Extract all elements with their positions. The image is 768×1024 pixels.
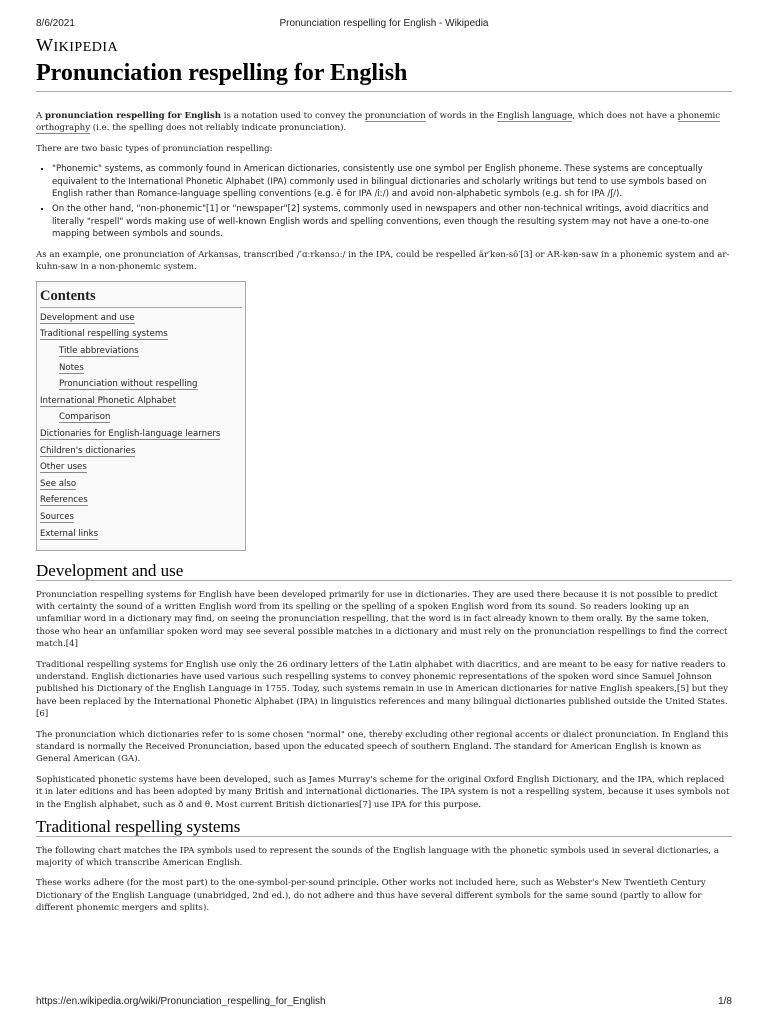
toc-item-label: Children's dictionaries [40, 445, 136, 456]
page-url: https://en.wikipedia.org/wiki/Pronunciation_respelling_for_English [36, 996, 326, 1007]
intro-paragraph-1 [36, 110, 732, 135]
toc-item-label: External links [40, 528, 99, 539]
section-paragraph: Pronunciation respelling systems for English have been developed primarily for use in dictionaries. They are used there because it is not possible to predict with certainty the sound of a written English word from its spelling or the spelling of a spoken English word from its sound. So readers looking up an unfamiliar word in a dictionary may find, on seeing the pronunciation respelling, that the word is in fact already known to them orally. By the same token, those who hear an unfamiliar spoken word may see several possible matches in a dictionary and must rely on the pronunciation respellings to find the correct match.[4] [36, 589, 728, 650]
section-paragraph: The following chart matches the IPA symbols used to represent the sounds of the English language with the phonetic symbols used in several dictionaries, a majority of which transcribe American English. [36, 845, 719, 868]
text-segment: (i.e. the spelling does not reliably indicate pronunciation). [90, 123, 347, 134]
toc-item[interactable] [40, 528, 242, 540]
section-paragraph: These works adhere (for the most part) to the one-symbol-per-sound principle. Other works not included here, such as Webster's New Twentieth Century Dictionary of the English Language (unabridged, 2nd ed.), do not adhere and thus have several different symbols for the same sound (partly to allow for different phonemic mergers and splits). [36, 878, 706, 914]
toc-list [40, 312, 242, 540]
text-segment: A [36, 111, 45, 121]
article-sections [36, 561, 732, 914]
intro-paragraph-2: There are two basic types of pronunciation respelling: [36, 143, 273, 154]
toc-item[interactable] [40, 328, 242, 340]
wikipedia-wordmark[interactable] [36, 35, 118, 56]
print-date: 8/6/2021 [36, 18, 75, 29]
toc-item-label: International Phonetic Alphabet [40, 395, 176, 406]
wordmark-rest: IKIPEDIA [53, 40, 119, 55]
toc-item-label: References [40, 495, 88, 506]
article-body [36, 110, 732, 923]
toc-item-label: Sources [40, 512, 74, 522]
table-of-contents [36, 281, 246, 551]
text-segment: of words in the [425, 111, 497, 121]
example-paragraph: As an example, one pronunciation of Arkansas, transcribed /ˈɑːrkənsɔː/ in the IPA, could be respelled är′kən-sô′[3] or AR-kən-saw in a phonemic system and ar-kuhn-saw in a non-phonemic system. [36, 249, 730, 273]
toc-item-label: Development and use [40, 312, 135, 323]
toc-item[interactable] [40, 478, 242, 490]
link-phonemic-orthography[interactable]: phonemic orthography [36, 111, 721, 134]
print-page-title: Pronunciation respelling for English - Wikipedia [279, 18, 489, 29]
toc-item[interactable] [59, 362, 242, 374]
toc-item-label: Pronunciation without respelling [59, 379, 198, 390]
toc-item[interactable] [59, 378, 242, 390]
toc-item[interactable] [59, 345, 242, 357]
toc-item[interactable] [40, 395, 242, 407]
bold-term: pronunciation respelling for English [44, 111, 221, 121]
section-paragraph: The pronunciation which dictionaries refer to is some chosen "normal" one, thereby excluding other regional accents or dialect pronunciation. In England this standard is normally the Received Pronunciation, based upon the educated speech of southern England. The standard for American English is known as General American (GA). [36, 729, 729, 765]
toc-item-label: Comparison [59, 412, 111, 423]
section-paragraph: Traditional respelling systems for English use only the 26 ordinary letters of the Latin alphabet with diacritics, and are meant to be easy for native readers to understand. English dictionaries have used various such respelling systems to convey phonemic representations of the spoken word since Samuel Johnson published his Dictionary of the English Language in 1755. Today, such systems remain in use in American dictionaries for native English speakers,[5] but they have been replaced by the International Phonetic Alphabet (IPA) in linguistics references and many bilingual dictionaries published outside the United States.[6] [36, 659, 728, 720]
toc-item[interactable] [40, 312, 242, 324]
list-item: ▪ On the other hand, "non-phonemic"[1] or "newspaper"[2] systems, commonly used in newspapers and other non-technical writings, avoid diacritics and literally "respell" words making use of well-known English words and spelling conventions, even though the resulting system may not have a one-to-one mapping between symbols and sounds. [52, 203, 732, 240]
toc-item-label: Traditional respelling systems [40, 329, 168, 340]
link-english-language[interactable]: English language [496, 111, 573, 121]
toc-item[interactable] [40, 445, 242, 457]
toc-item-label: Dictionaries for English-language learners [40, 429, 221, 440]
section-heading: Traditional respelling systems [36, 821, 732, 836]
text-segment: , which does not have a [572, 111, 678, 121]
toc-item[interactable] [59, 411, 242, 423]
text-segment: is a notation used to convey the [220, 111, 365, 121]
toc-item-label: Other uses [40, 462, 87, 473]
page-number: 1/8 [718, 996, 732, 1007]
toc-item[interactable] [40, 428, 242, 440]
types-list [36, 163, 732, 240]
toc-item[interactable] [40, 511, 242, 523]
section-paragraph: Sophisticated phonetic systems have been developed, such as James Murray's scheme for the original Oxford English Dictionary, and the IPA, which replaced it in later editions and has been adopted by many British and international dictionaries. The IPA system is not a respelling system, because it uses symbols not in the English alphabet, such as ð and θ. Most current British dictionaries[7] use IPA for this purpose. [36, 774, 730, 810]
toc-item-label: Notes [59, 362, 84, 373]
toc-title: Contents [40, 290, 242, 307]
toc-item-label: Title abbreviations [59, 346, 139, 357]
toc-item-label: See also [40, 478, 77, 489]
wordmark-initial: W [36, 35, 54, 55]
section-heading: Development and use [36, 565, 732, 580]
toc-item[interactable] [40, 494, 242, 506]
link-pronunciation[interactable]: pronunciation [364, 111, 426, 121]
list-item: ▪ "Phonemic" systems, as commonly found in American dictionaries, consistently use one symbol per English phoneme. These systems are conceptually equivalent to the International Phonetic Alphabet (IPA) commonly used in bilingual dictionaries and scholarly writings but tend to use symbols based on English rather than Romance-language spelling conventions (e.g. ē for IPA /iː/) and avoid non-alphabetic symbols (e.g. sh for IPA /ʃ/). [52, 163, 732, 200]
toc-item[interactable] [40, 461, 242, 473]
page-title: Pronunciation respelling for English [36, 60, 732, 92]
